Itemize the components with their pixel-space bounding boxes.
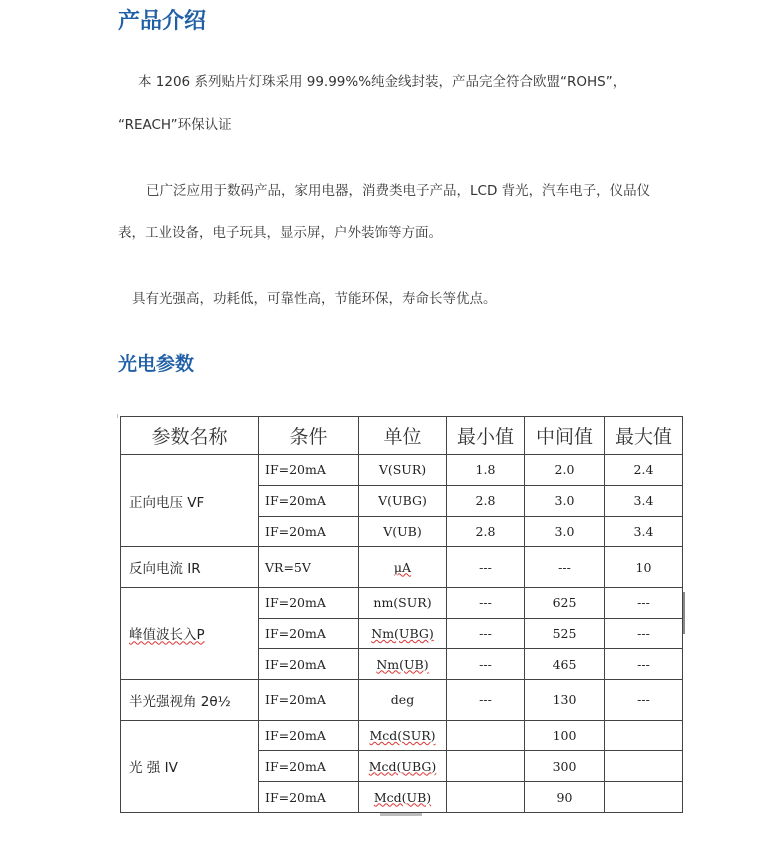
cell-min: --- (447, 649, 525, 680)
param-reverse-current: 反向电流 IR (121, 547, 259, 587)
intro-paragraph-3: 具有光强高，功耗低，可靠性高，节能环保，寿命长等优点。 (132, 291, 497, 307)
cell-unit: nm(SUR) (359, 587, 447, 618)
cell-min: 1.8 (447, 455, 525, 486)
cell-min (447, 782, 525, 813)
cell-min: 2.8 (447, 516, 525, 547)
cell-unit (359, 649, 447, 680)
cell-max: 3.4 (605, 485, 683, 516)
header-max: 最大值 (605, 417, 683, 455)
cell-unit-text: Nm(UB) (376, 656, 429, 672)
cell-min (447, 720, 525, 751)
cell-typ: 90 (525, 782, 605, 813)
cell-unit: V(SUR) (359, 455, 447, 486)
table-header-row (121, 417, 683, 455)
cell-condition: IF=20mA (259, 587, 359, 618)
cell-condition: IF=20mA (259, 516, 359, 547)
cell-typ: 2.0 (525, 455, 605, 486)
intro-paragraph-2-line-1: 已广泛应用于数码产品，家用电器，消费类电子产品，LCD 背光，汽车电子，仪品仪 (146, 183, 651, 199)
intro-paragraph-1-line-1: 本 1206 系列贴片灯珠采用 99.99%%纯金线封装，产品完全符合欧盟“ROHS”， (138, 74, 627, 90)
cell-unit (359, 547, 447, 587)
cell-typ: 525 (525, 618, 605, 649)
section-title-spec: 光电参数 (118, 353, 195, 375)
cell-typ: 300 (525, 751, 605, 782)
cell-unit-text: Mcd(UBG) (368, 758, 437, 774)
header-param-name: 参数名称 (121, 417, 259, 455)
cell-unit: V(UBG) (359, 485, 447, 516)
cell-typ: 3.0 (525, 485, 605, 516)
cell-typ: 130 (525, 680, 605, 720)
param-half-angle: 半光强视角 2θ½ (121, 680, 259, 720)
cell-unit (359, 782, 447, 813)
cell-min: --- (447, 680, 525, 720)
cell-max: 10 (605, 547, 683, 587)
cell-max (605, 782, 683, 813)
table-row (121, 455, 683, 486)
cell-max (605, 751, 683, 782)
cell-condition: IF=20mA (259, 485, 359, 516)
table-row (121, 587, 683, 618)
cell-min: --- (447, 587, 525, 618)
cell-unit (359, 618, 447, 649)
scroll-handle-mark (683, 592, 685, 634)
cell-unit-text: Mcd(SUR) (369, 727, 436, 743)
cell-unit-text: μA (393, 559, 412, 575)
section-title-product-intro: 产品介绍 (118, 9, 207, 34)
intro-paragraph-1-line-2: “REACH”环保认证 (118, 117, 232, 133)
cell-max: --- (605, 618, 683, 649)
param-peak-wavelength-text: 峰值波长入P (129, 627, 205, 644)
cell-unit-text: Nm(UBG) (371, 625, 434, 641)
cell-condition: IF=20mA (259, 720, 359, 751)
cell-max: 3.4 (605, 516, 683, 547)
header-typ: 中间值 (525, 417, 605, 455)
cell-min: 2.8 (447, 485, 525, 516)
cell-condition: IF=20mA (259, 618, 359, 649)
cell-max: --- (605, 587, 683, 618)
cell-typ: 465 (525, 649, 605, 680)
cell-max: 2.4 (605, 455, 683, 486)
param-peak-wavelength (121, 587, 259, 679)
cell-min (447, 751, 525, 782)
cell-condition: IF=20mA (259, 455, 359, 486)
table-corner-mark (117, 414, 118, 418)
cell-max: --- (605, 680, 683, 720)
cell-condition: IF=20mA (259, 680, 359, 720)
param-forward-voltage: 正向电压 VF (121, 455, 259, 547)
cell-unit (359, 720, 447, 751)
table-row (121, 720, 683, 751)
cell-typ: 3.0 (525, 516, 605, 547)
cell-unit-text: Mcd(UB) (373, 789, 432, 805)
table-resize-handle (380, 813, 422, 816)
table-row (121, 680, 683, 720)
cell-max: --- (605, 649, 683, 680)
cell-unit: V(UB) (359, 516, 447, 547)
cell-min: --- (447, 547, 525, 587)
header-min: 最小值 (447, 417, 525, 455)
header-unit: 单位 (359, 417, 447, 455)
cell-condition: IF=20mA (259, 751, 359, 782)
cell-condition: IF=20mA (259, 649, 359, 680)
cell-unit: deg (359, 680, 447, 720)
cell-typ: 100 (525, 720, 605, 751)
cell-typ: 625 (525, 587, 605, 618)
cell-min: --- (447, 618, 525, 649)
header-condition: 条件 (259, 417, 359, 455)
cell-unit (359, 751, 447, 782)
table-row (121, 547, 683, 587)
cell-condition: VR=5V (259, 547, 359, 587)
param-luminous-intensity: 光 强 IV (121, 720, 259, 813)
intro-paragraph-2-line-2: 表，工业设备，电子玩具，显示屏，户外装饰等方面。 (118, 225, 442, 241)
cell-condition: IF=20mA (259, 782, 359, 813)
cell-typ: --- (525, 547, 605, 587)
spec-table (120, 416, 683, 813)
cell-max (605, 720, 683, 751)
